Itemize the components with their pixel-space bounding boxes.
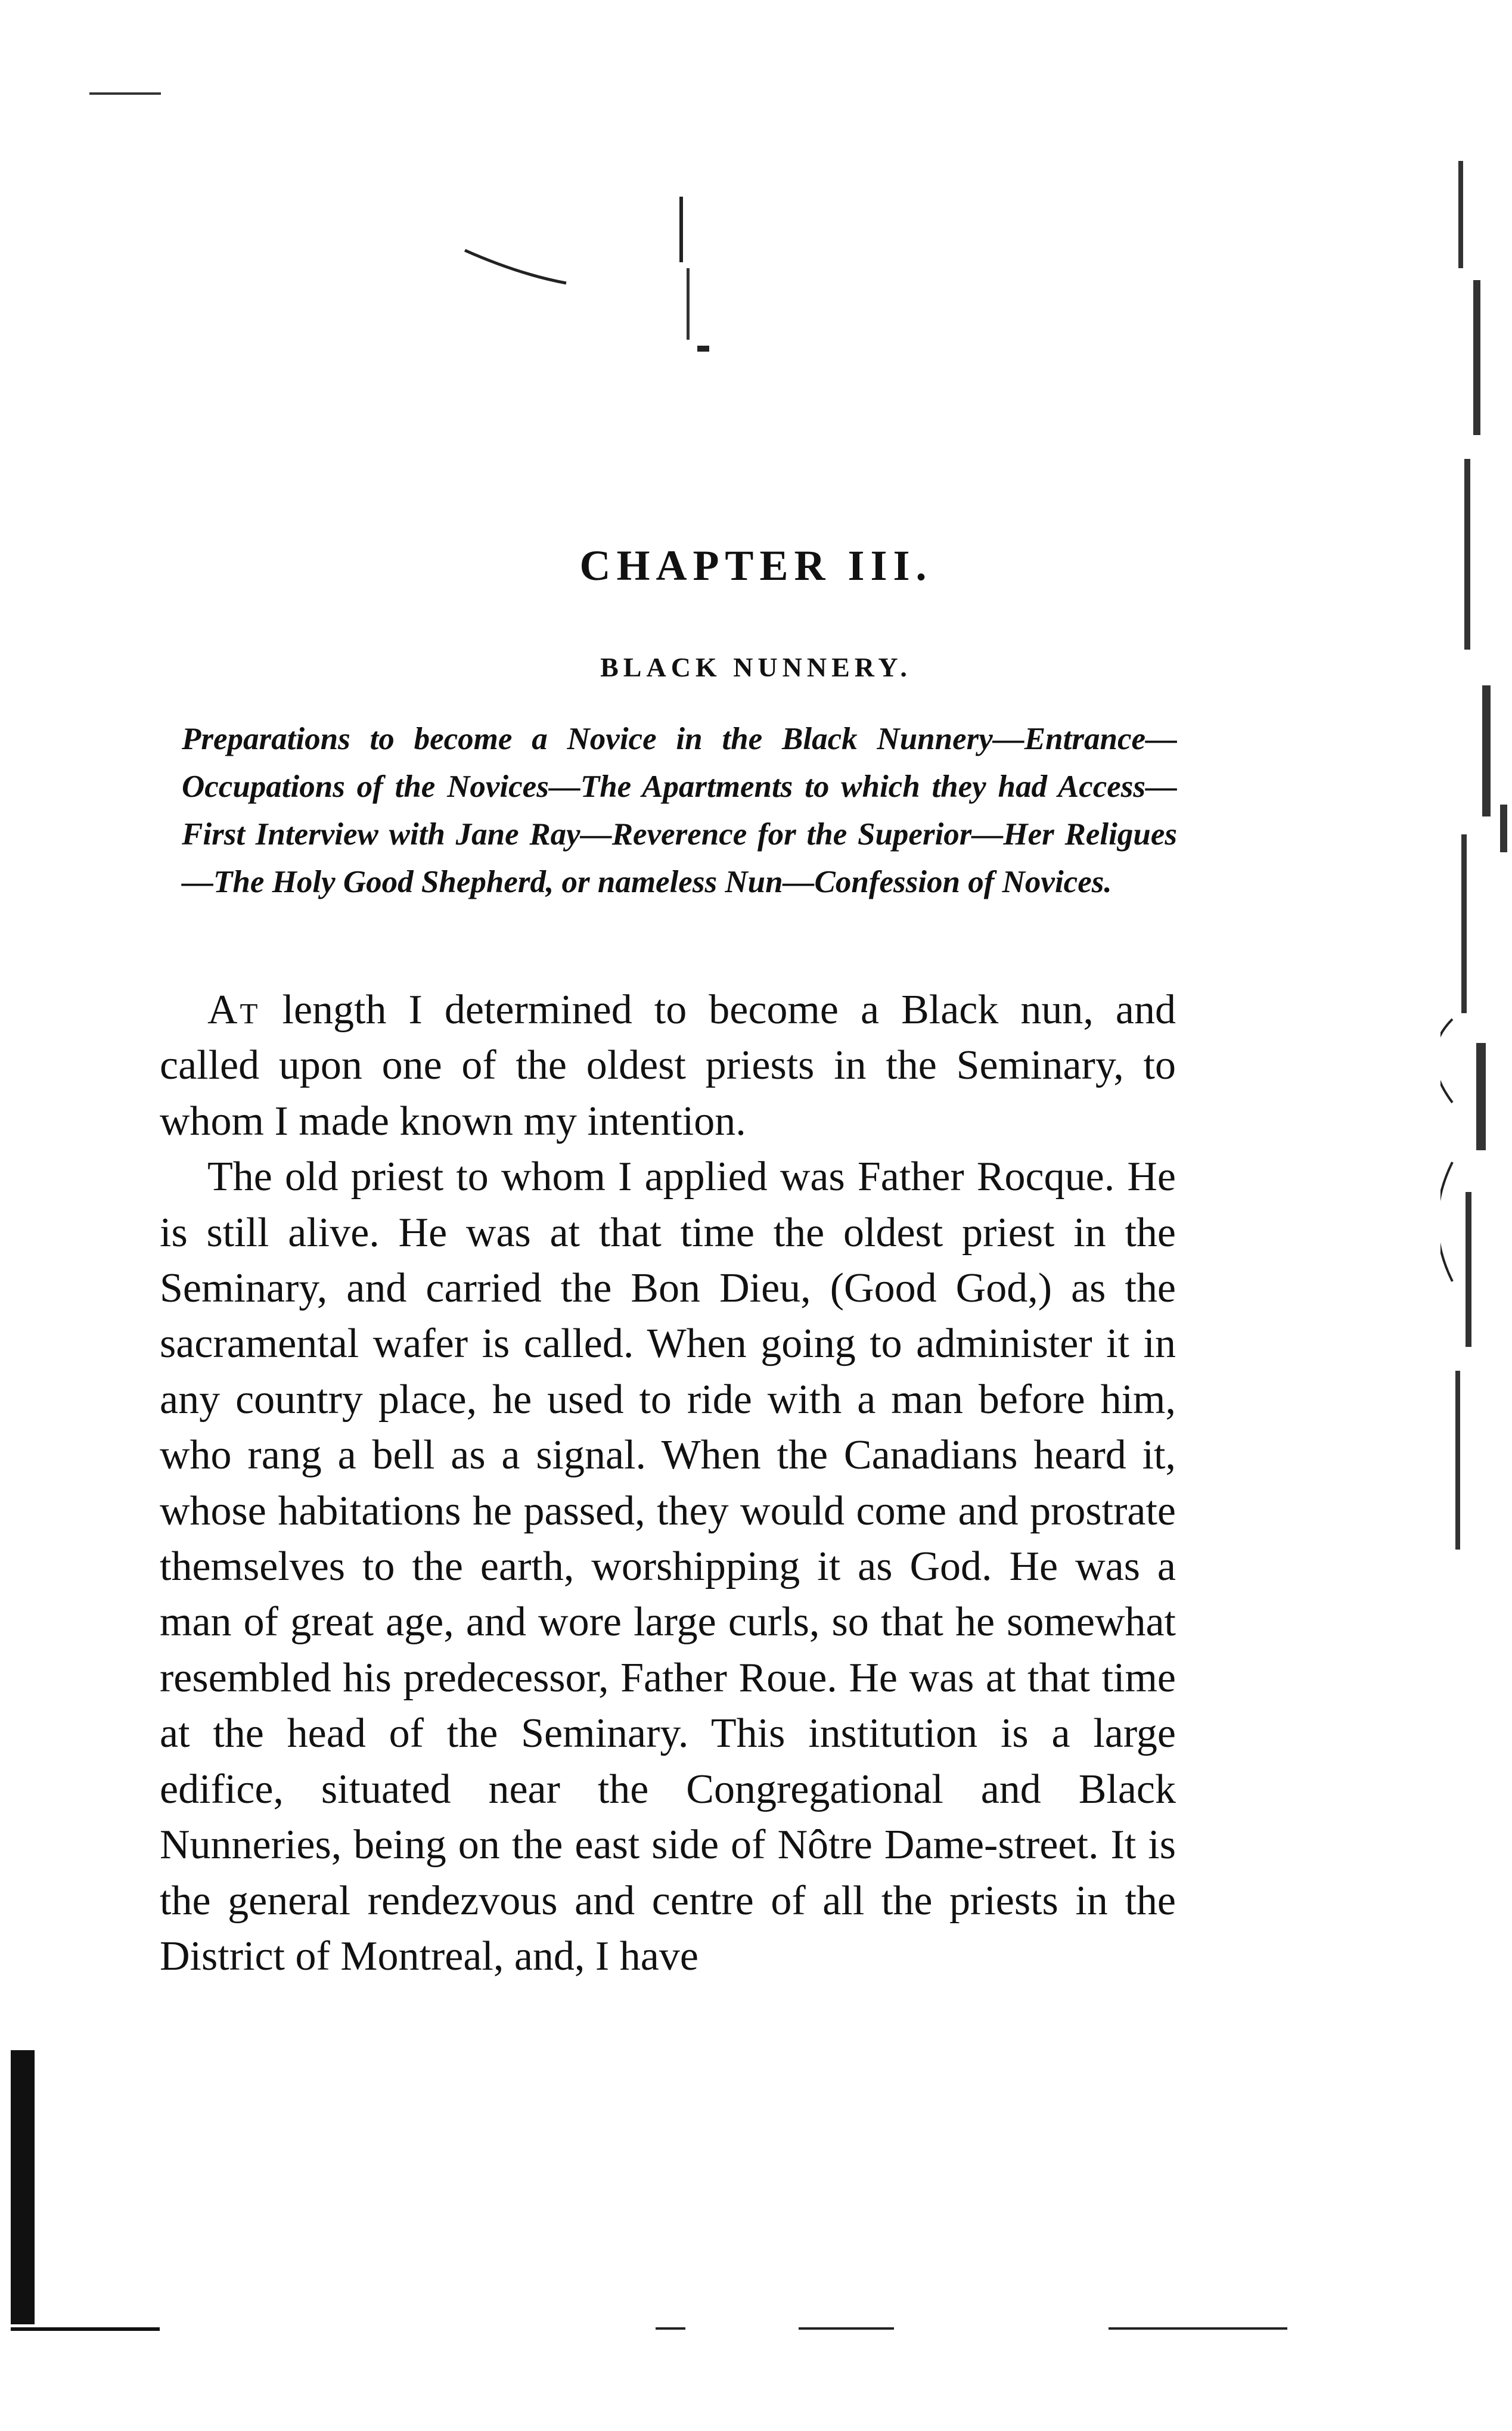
- scan-artifact-top-left: [89, 92, 161, 95]
- chapter-synopsis: Preparations to become a Novice in the Black Nunnery—Entrance—Occupations of the Novices—The Apartments to which they had Access—First Interview with Jane Ray—Reverence for the Superior—Her Religues—The Holy Good Shepherd, or nameless Nun—Confession of Novices.: [182, 722, 1177, 899]
- paragraph-1-text: length I determined to become a Black nun, and called upon one of the oldest priests in the Seminary, to whom I made known my intention.: [160, 987, 1176, 1144]
- scan-artifact-bottom-dash-1: [656, 2327, 685, 2330]
- scan-artifact-left-bar: [11, 2050, 35, 2324]
- scan-artifact-bottom-rule: [11, 2327, 160, 2331]
- paragraph-2: The old priest to whom I applied was Father Rocque. He is still alive. He was at that time the oldest priest in the Seminary, and carried the Bon Dieu, (Good God,) as the sacramental wafer is called. When going to administer it in any country place, he used to ride with a man before him, who rang a bell as a signal. When the Canadians heard it, whose habitations he passed, they would come and prostrate themselves to the earth, worshipping it as God. He was a man of great age, and wore large curls, so that he somewhat resembled his predecessor, Father Roue. He was at that time at the head of the Seminary. This institution is a large edifice, situated near the Congregational and Black Nunneries, being on the east side of Nôtre Dame-street. It is the general rendezvous and centre of all the priests in the District of Montreal, and, I have: [160, 1154, 1176, 1979]
- scan-artifact-right-margin: [1440, 89, 1512, 1639]
- chapter-heading: CHAPTER III.: [579, 542, 933, 590]
- scan-artifact-top-center: [453, 179, 727, 370]
- scan-artifact-bottom-dash-3: [1109, 2327, 1287, 2330]
- chapter-body: [160, 982, 1176, 1984]
- chapter-subtitle: BLACK NUNNERY.: [600, 652, 912, 683]
- scan-artifact-bottom-dash-2: [799, 2327, 894, 2330]
- paragraph-lead: At: [207, 987, 260, 1033]
- paragraph-1: [160, 982, 1176, 1149]
